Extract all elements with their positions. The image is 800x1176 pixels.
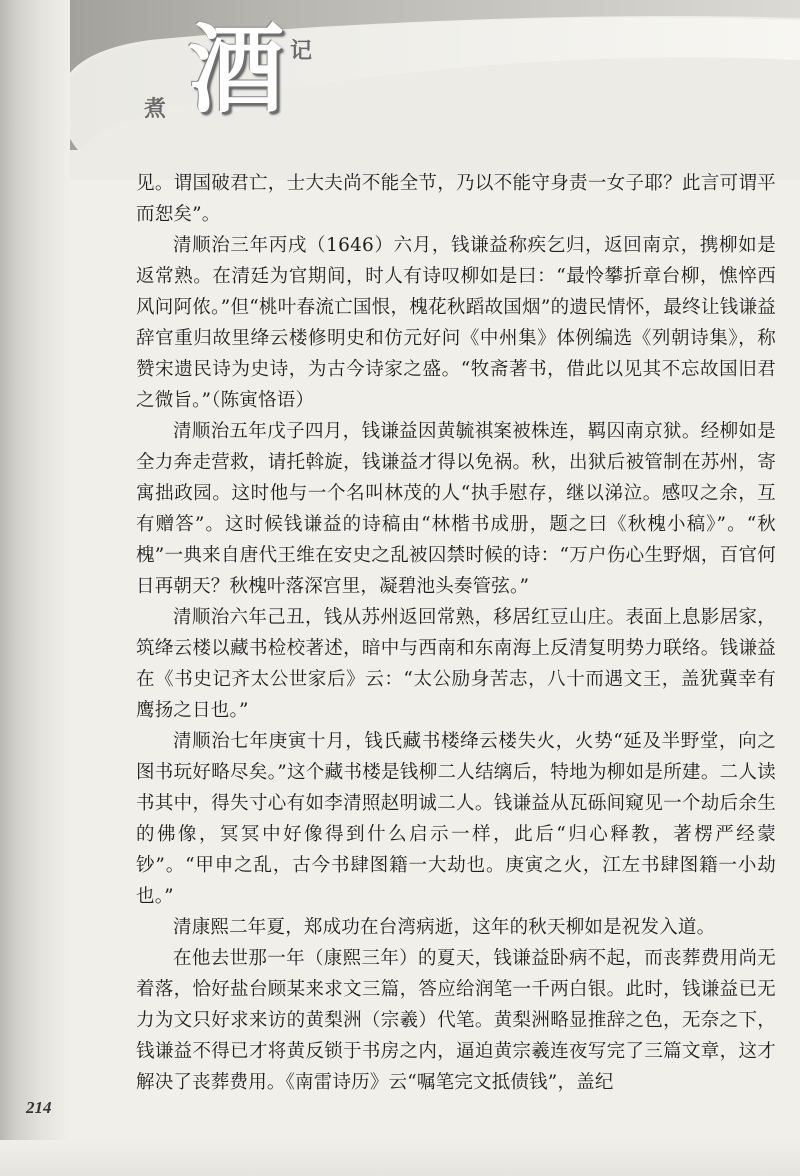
- header-char-zhu: 煮: [144, 96, 169, 122]
- paragraph: 清康熙二年夏，郑成功在台湾病逝，这年的秋天柳如是祝发入道。: [173, 917, 716, 938]
- paragraph: 在他去世那一年（康熙三年）的夏天，钱谦益卧病不起，而丧葬费用尚无着落，恰好盐台顾某来求文三篇，答应给润笔一千两白银。此时，钱谦益已无力为文只好求来访的黄梨洲（宗羲）代笔。黄梨洲略显推辞之色，无奈之下，钱谦益不得已才将黄反锁于书房之内，逼迫黄宗羲连夜写完了三篇文章，这才解决了丧葬费用。《南雷诗历》云“嘱笔完文抵债钱”，盖纪: [136, 948, 776, 1093]
- paragraph: 清顺治七年庚寅十月，钱氏藏书楼绛云楼失火，火势“延及半野堂，向之图书玩好略尽矣。”这个藏书楼是钱柳二人结缡后，特地为柳如是所建。二人读书其中，得失寸心有如李清照赵明诚二人。钱谦益从瓦砾间窥见一个劫后余生的佛像，冥冥中好像得到什么启示一样，此后“归心释教，著楞严经蒙钞”。“甲申之乱，古今书肆图籍一大劫也。庚寅之火，江左书肆图籍一小劫也。”: [136, 731, 776, 907]
- page-number: 214: [26, 1098, 52, 1117]
- page-bottom-edge: [0, 1140, 800, 1176]
- paragraph: 清顺治三年丙戌（1646）六月，钱谦益称疾乞归，返回南京，携柳如是返常熟。在清廷为官期间，时人有诗叹柳如是曰：“最怜攀折章台柳，憔悴西风问阿侬。”但“桃叶春流亡国恨，槐花秋蹈故国烟”的遗民情怀，最终让钱谦益辞官重归故里绛云楼修明史和仿元好问《中州集》体例编选《列朝诗集》，称赞宋遗民诗为史诗，为古今诗家之盛。“牧斋著书，借此以见其不忘故国旧君之微旨。”（陈寅恪语）: [136, 235, 776, 411]
- running-header: [140, 13, 340, 132]
- header-char-ji: 记: [290, 38, 313, 64]
- paragraph: 清顺治五年戊子四月，钱谦益因黄毓祺案被株连，羁囚南京狱。经柳如是全力奔走营救，请托斡旋，钱谦益才得以免祸。秋，出狱后被管制在苏州，寄寓拙政园。这时他与一个名叫林茂的人“执手慰存，继以涕泣。感叹之余，互有赠答”。这时候钱谦益的诗稿由“林楷书成册，题之曰《秋槐小稿》”。“秋槐”一典来自唐代王维在安史之乱被囚禁时候的诗：“万户伤心生野烟，百官何日再朝天？秋槐叶落深宫里，凝碧池头奏管弦。”: [136, 421, 776, 597]
- header-ribbon: [0, 0, 800, 150]
- page-left-edge: [0, 0, 70, 1176]
- paragraph: 见。谓国破君亡，士大夫尚不能全节，乃以不能守身责一女子耶？此言可谓平而恕矣”。: [136, 173, 776, 225]
- body-text: [136, 168, 776, 1098]
- paragraph: 清顺治六年己丑，钱从苏州返回常熟，移居红豆山庄。表面上息影居家，筑绛云楼以藏书检校著述，暗中与西南和东南海上反清复明势力联络。钱谦益在《书史记齐太公世家后》云：“太公励身苦志，八十而遇文王，盖犹冀幸有鹰扬之日也。”: [136, 607, 776, 721]
- header-char-jiu: 酒: [188, 13, 284, 126]
